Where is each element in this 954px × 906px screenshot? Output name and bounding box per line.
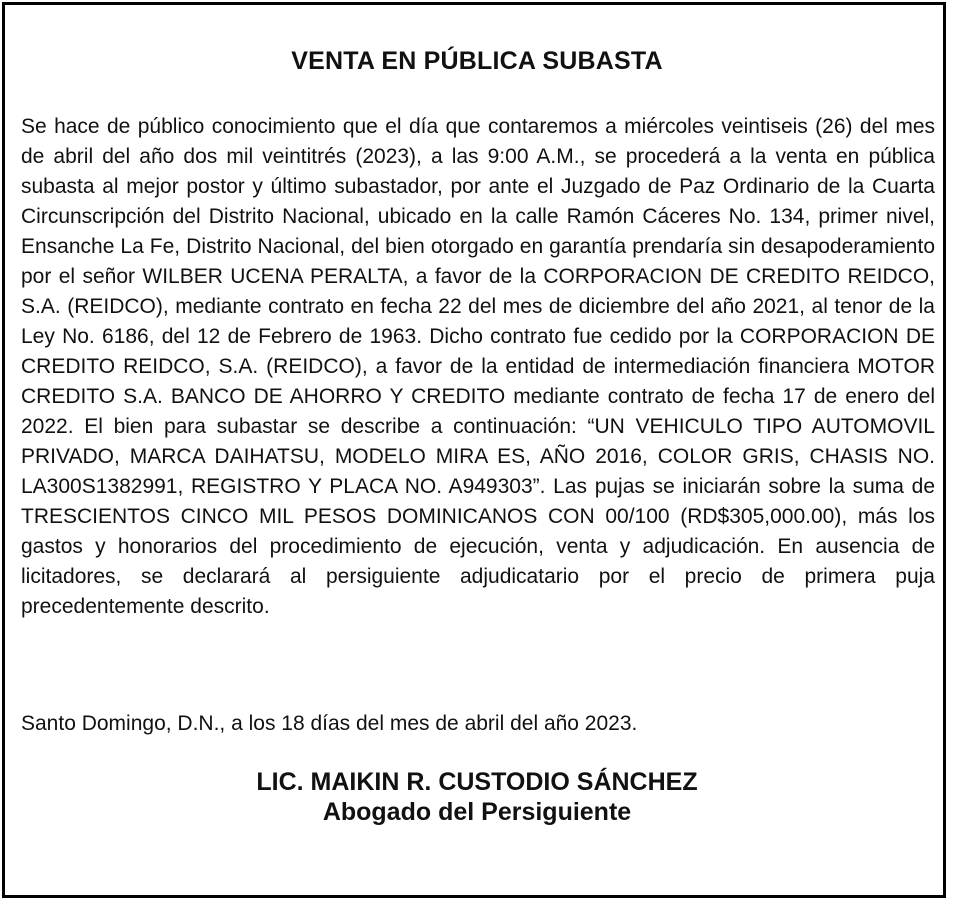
signer-role: Abogado del Persiguiente xyxy=(322,798,632,826)
notice-title: VENTA EN PÚBLICA SUBASTA xyxy=(291,47,663,75)
notice-body: Se hace de público conocimiento que el día que contaremos a miércoles veintiseis (26) del mes de abril del año dos mil veintitrés (2023), a las 9:00 A.M., se procederá a la venta en pública subasta al mejor postor y último subastador, por ante el Juzgado de Paz Ordinario de la Cuarta Circunscripción del Distrito Nacional, ubicado en la calle Ramón Cáceres No. 134, primer nivel, Ensanche La Fe, Distrito Nacional, del bien otorgado en garantía prendaría sin desapoderamiento por el señor WILBER UCENA PERALTA, a favor de la CORPORACION DE CREDITO REIDCO, S.A. (REIDCO), mediante contrato en fecha 22 del mes de diciembre del año 2021, al tenor de la Ley No. 6186, del 12 de Febrero de 1963. Dicho contrato fue cedido por la CORPORACION DE CREDITO REIDCO, S.A. (REIDCO), a favor de la entidad de intermediación financiera MOTOR CREDITO S.A. BANCO DE AHORRO Y CREDITO mediante contrato de fecha 17 de enero del 2022. El bien para subastar se describe a continuación: “UN VEHICULO TIPO AUTOMOVIL PRIVADO, MARCA DAIHATSU, MODELO MIRA ES, AÑO 2016, COLOR GRIS, CHASIS NO. LA300S1382991, REGISTRO Y PLACA NO. A949303”. Las pujas se iniciarán sobre la suma de TRESCIENTOS CINCO MIL PESOS DOMINICANOS CON 00/100 (RD$305,000.00), más los gastos y honorarios del procedimiento de ejecución, venta y adjudicación. En ausencia de licitadores, se declarará al persiguiente adjudicatario por el precio de primera puja precedentemente descrito. xyxy=(21,115,935,618)
legal-notice xyxy=(2,2,946,898)
signer-name: LIC. MAIKIN R. CUSTODIO SÁNCHEZ xyxy=(256,768,698,796)
notice-date-line: Santo Domingo, D.N., a los 18 días del mes de abril del año 2023. xyxy=(21,712,638,735)
